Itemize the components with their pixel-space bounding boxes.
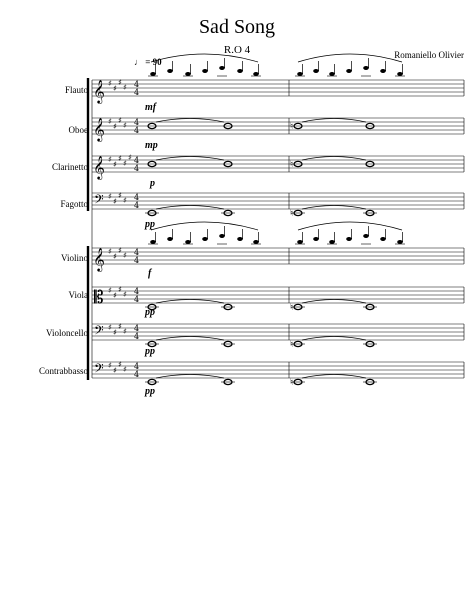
bass-clef-icon: 𝄢 — [94, 323, 104, 341]
sharp-icon: ♯ — [113, 122, 117, 131]
instrument-label-violoncello: Violoncello — [46, 328, 88, 338]
time-signature-top: 4 — [134, 118, 140, 127]
sharp-icon: ♯ — [123, 327, 127, 336]
score-title: Sad Song — [198, 16, 276, 38]
time-signature-top: 4 — [134, 287, 140, 296]
note-head — [297, 72, 303, 76]
dynamic-marking: p — [150, 178, 155, 189]
slur — [298, 54, 402, 62]
time-signature-bottom: 4 — [134, 201, 140, 210]
time-signature-top: 4 — [134, 80, 140, 89]
natural-icon: ♮ — [290, 303, 294, 313]
natural-icon: ♮ — [290, 378, 294, 388]
note-head — [237, 69, 243, 73]
note-head — [202, 69, 208, 73]
treble-clef-icon: 𝄞 — [93, 247, 105, 271]
time-signature-bottom: 4 — [134, 88, 140, 97]
tie — [302, 375, 366, 379]
time-signature-bottom: 4 — [134, 332, 140, 341]
slur — [151, 54, 258, 62]
instrument-label-flauto: Flauto — [64, 85, 88, 95]
sharp-icon: ♯ — [108, 361, 112, 370]
note-head — [397, 240, 403, 244]
note-head — [167, 69, 173, 73]
note-head — [219, 234, 225, 238]
tie — [156, 300, 224, 304]
sharp-icon: ♯ — [108, 155, 112, 164]
sharp-icon: ♯ — [108, 117, 112, 126]
note-head — [185, 72, 191, 76]
sharp-icon: ♯ — [113, 328, 117, 337]
time-signature-bottom: 4 — [134, 295, 140, 304]
note-head — [150, 72, 156, 76]
sharp-icon: ♯ — [118, 154, 122, 163]
tie — [156, 206, 224, 210]
note-head — [167, 237, 173, 241]
note-head — [313, 69, 319, 73]
note-head — [237, 237, 243, 241]
time-signature-bottom: 4 — [134, 256, 140, 265]
sharp-icon: ♯ — [108, 247, 112, 256]
time-signature-top: 4 — [134, 248, 140, 257]
instrument-label-oboe: Oboe — [68, 125, 88, 135]
note-head — [253, 240, 259, 244]
sharp-icon: ♯ — [118, 285, 122, 294]
alto-clef-icon: 𝄡 — [94, 288, 104, 308]
instrument-label-fagotto: Fagotto — [60, 199, 88, 209]
sharp-icon: ♯ — [123, 251, 127, 260]
tie — [302, 300, 366, 304]
tie — [156, 157, 224, 161]
tie — [302, 206, 366, 210]
dynamic-marking: pp — [145, 219, 155, 230]
natural-icon: ♮ — [290, 340, 294, 350]
note-head — [363, 66, 369, 70]
composer-name: Romaniello Olivier — [394, 50, 464, 60]
bass-clef-icon: 𝄢 — [94, 192, 104, 210]
note-head — [397, 72, 403, 76]
note-head — [219, 66, 225, 70]
time-signature-top: 4 — [134, 324, 140, 333]
tie — [156, 337, 224, 341]
note-head — [329, 240, 335, 244]
sharp-icon: ♯ — [113, 197, 117, 206]
sharp-icon: ♯ — [118, 360, 122, 369]
note-head — [329, 72, 335, 76]
note-head — [380, 237, 386, 241]
time-signature-top: 4 — [134, 193, 140, 202]
instrument-label-violino: Violino — [61, 253, 88, 263]
time-signature-bottom: 4 — [134, 126, 140, 135]
slur — [298, 222, 402, 230]
tie — [302, 157, 366, 161]
sharp-icon: ♯ — [123, 365, 127, 374]
tie — [302, 337, 366, 341]
natural-icon: ♮ — [290, 160, 294, 170]
dynamic-marking: f — [148, 268, 152, 279]
treble-clef-icon: 𝄞 — [93, 117, 105, 141]
sharp-icon: ♯ — [108, 286, 112, 295]
dynamic-marking: pp — [145, 346, 155, 357]
sharp-icon: ♯ — [118, 322, 122, 331]
sharp-icon: ♯ — [123, 83, 127, 92]
dynamic-marking: mp — [145, 140, 158, 151]
sharp-icon: ♯ — [108, 323, 112, 332]
tempo-marking: ♩ = 90 — [134, 57, 162, 67]
sharp-icon: ♯ — [118, 116, 122, 125]
dynamic-marking: pp — [145, 386, 155, 397]
time-signature-bottom: 4 — [134, 370, 140, 379]
note-head — [313, 237, 319, 241]
sharp-icon: ♯ — [123, 121, 127, 130]
note-head — [363, 234, 369, 238]
note-head — [185, 240, 191, 244]
note-head — [253, 72, 259, 76]
note-head — [202, 237, 208, 241]
instrument-label-viola: Viola — [68, 290, 88, 300]
sharp-icon: ♯ — [113, 252, 117, 261]
instrument-label-clarinetto: Clarinetto — [52, 162, 88, 172]
sharp-icon: ♯ — [118, 246, 122, 255]
dynamic-marking: mf — [145, 102, 157, 113]
sharp-icon: ♯ — [113, 84, 117, 93]
sharp-icon: ♯ — [123, 196, 127, 205]
slur — [151, 222, 258, 230]
time-signature-bottom: 4 — [134, 164, 140, 173]
sharp-icon: ♯ — [123, 159, 127, 168]
sharp-icon: ♯ — [108, 192, 112, 201]
time-signature-top: 4 — [134, 362, 140, 371]
sharp-icon: ♯ — [123, 290, 127, 299]
score-subtitle: R.O 4 — [223, 44, 251, 56]
note-head — [346, 69, 352, 73]
bass-clef-icon: 𝄢 — [94, 361, 104, 379]
sharp-icon: ♯ — [118, 191, 122, 200]
note-head — [297, 240, 303, 244]
sharp-icon: ♯ — [128, 153, 132, 162]
treble-clef-icon: 𝄞 — [93, 155, 105, 179]
sharp-icon: ♯ — [113, 160, 117, 169]
note-head — [150, 240, 156, 244]
note-head — [380, 69, 386, 73]
sharp-icon: ♯ — [108, 79, 112, 88]
dynamic-marking: pp — [145, 307, 155, 318]
instrument-label-contrabbasso: Contrabbasso — [39, 366, 88, 376]
tie — [302, 119, 366, 123]
natural-icon: ♮ — [290, 209, 294, 219]
tie — [156, 119, 224, 123]
treble-clef-icon: 𝄞 — [93, 79, 105, 103]
natural-icon: ♮ — [290, 122, 294, 132]
tie — [156, 375, 224, 379]
sharp-icon: ♯ — [113, 291, 117, 300]
sharp-icon: ♯ — [113, 366, 117, 375]
note-head — [346, 237, 352, 241]
time-signature-top: 4 — [134, 156, 140, 165]
sharp-icon: ♯ — [118, 78, 122, 87]
